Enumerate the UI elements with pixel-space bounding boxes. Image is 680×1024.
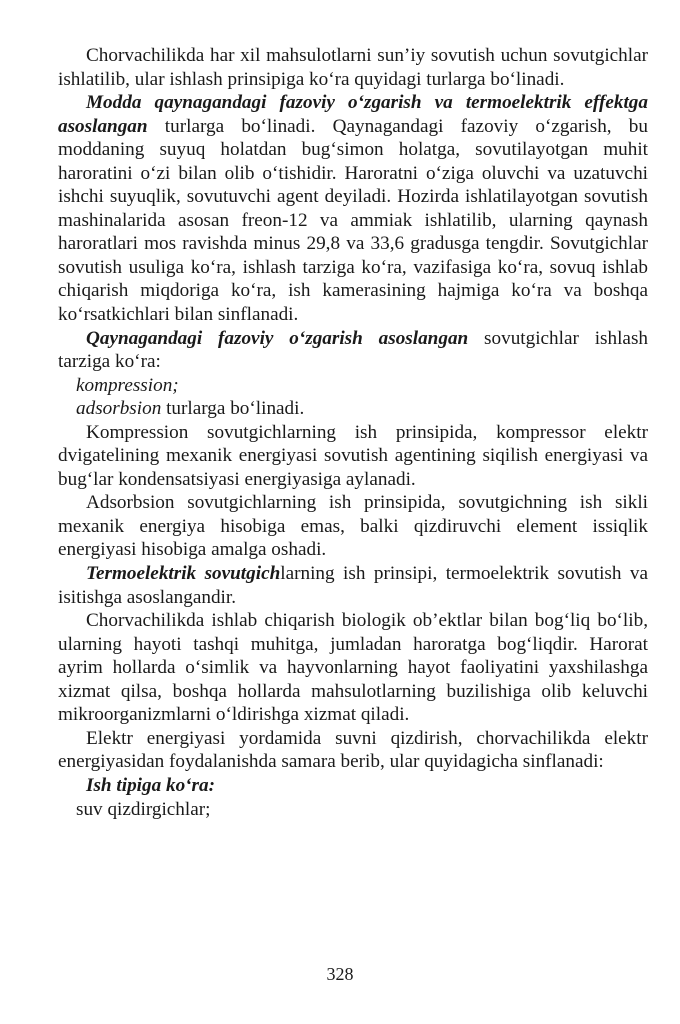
list-item-adsorption: adsorbsion turlarga bo‘linadi. xyxy=(76,398,305,420)
paragraph-phase-change xyxy=(58,91,648,326)
paragraph-intro: Chorvachilikda har xil mahsulotlarni sun’iy sovutish uchun sovutgichlar ishlatilib, ular ishlash prinsipiga ko‘ra quyidagi turlarga bo‘linadi. xyxy=(58,45,648,90)
paragraph-adsorption: Adsorbsion sovutgichlarning ish prinsipida, sovutgichning ish sikli mexanik energiya hisobiga emas, balki qizdiruvchi element issiqlik energiyasi hisobiga amalga oshadi. xyxy=(58,492,648,561)
subheading-work-type: Ish tipiga ko‘ra: xyxy=(86,774,216,796)
list-item-compression: kompression; xyxy=(76,374,179,396)
paragraph-compression: Kompression sovutgichlarning ish prinsipida, kompressor elektr dvigatelining mexanik energiyasi sovutish agentining siqilish energiyasi va bug‘lar kondensatsiyasi energiyasiga aylanadi. xyxy=(58,421,648,490)
paragraph-biological: Chorvachilikda ishlab chiqarish biologik ob’ektlar bilan bog‘liq bo‘lib, ularning hayoti tashqi muhitga, jumladan haroratga bog‘liqdir. Harorat ayrim hollarda o‘simlik va hayvonlarning hayot faoliyatini yaxshilashga xizmat qilsa, boshqa hollarda mahsulotlarning buzilishiga olib keluvchi mikroorganizmlarni o‘ldirishga xizmat qiladi. xyxy=(58,610,648,726)
paragraph-phase-change-text: turlarga bo‘linadi. Qaynagandagi fazoviy o‘zgarish, bu moddaning suyuq holatdan bug‘simon holatga, sovutilayotgan muhit haroratini o‘zi bilan olib o‘tishidir. Haroratni o‘ziga oluvchi va uzatuvchi ishchi suyuqlik, sovutuvchi agent deyiladi. Hozirda ishlatilayotgan sovutish mashinalarida asosan freon-12 va ammiak ishlatilib, ularning qaynash haroratlari mos ravishda minus 29,8 va 33,6 gradusga tengdir. Sovutgichlar sovutish usuliga ko‘ra, ishlash tarziga ko‘ra, vazifasiga ko‘ra, sovuq ishlab chiqarish miqdoriga ko‘ra, ish kamerasining hajmiga ko‘ra va boshqa ko‘rsatkichlari bilan sinflanadi. xyxy=(58,115,648,326)
paragraph-thermoelectric-text: larning ish prinsipi, termoelektrik sovutish va isitishga asoslangandir. xyxy=(58,563,648,608)
bold-term-boiling-phase-change: Qaynagandagi fazoviy o‘zgarish asoslangan xyxy=(86,327,469,349)
list-item-water-heaters: suv qizdirgichlar; xyxy=(76,798,211,820)
paragraph-boiling-types xyxy=(58,327,648,374)
paragraph-water-heating: Elektr energiyasi yordamida suvni qizdirish, chorvachilikda elektr energiyasidan foydalanishda samara berib, ular quyidagicha sinflanadi: xyxy=(58,727,648,773)
page-number: 328 xyxy=(326,964,354,984)
bold-term-thermoelectric-cooler: Termoelektrik sovutgich xyxy=(86,563,281,585)
page-body xyxy=(58,44,648,821)
bold-term-phase-change-thermoelectric: Modda qaynagandagi fazoviy o‘zgarish va termoelektrik effektga asoslangan xyxy=(58,92,648,137)
paragraph-thermoelectric xyxy=(58,562,648,609)
paragraph-boiling-types-text: sovutgichlar ishlash tarziga ko‘ra: xyxy=(58,327,649,373)
